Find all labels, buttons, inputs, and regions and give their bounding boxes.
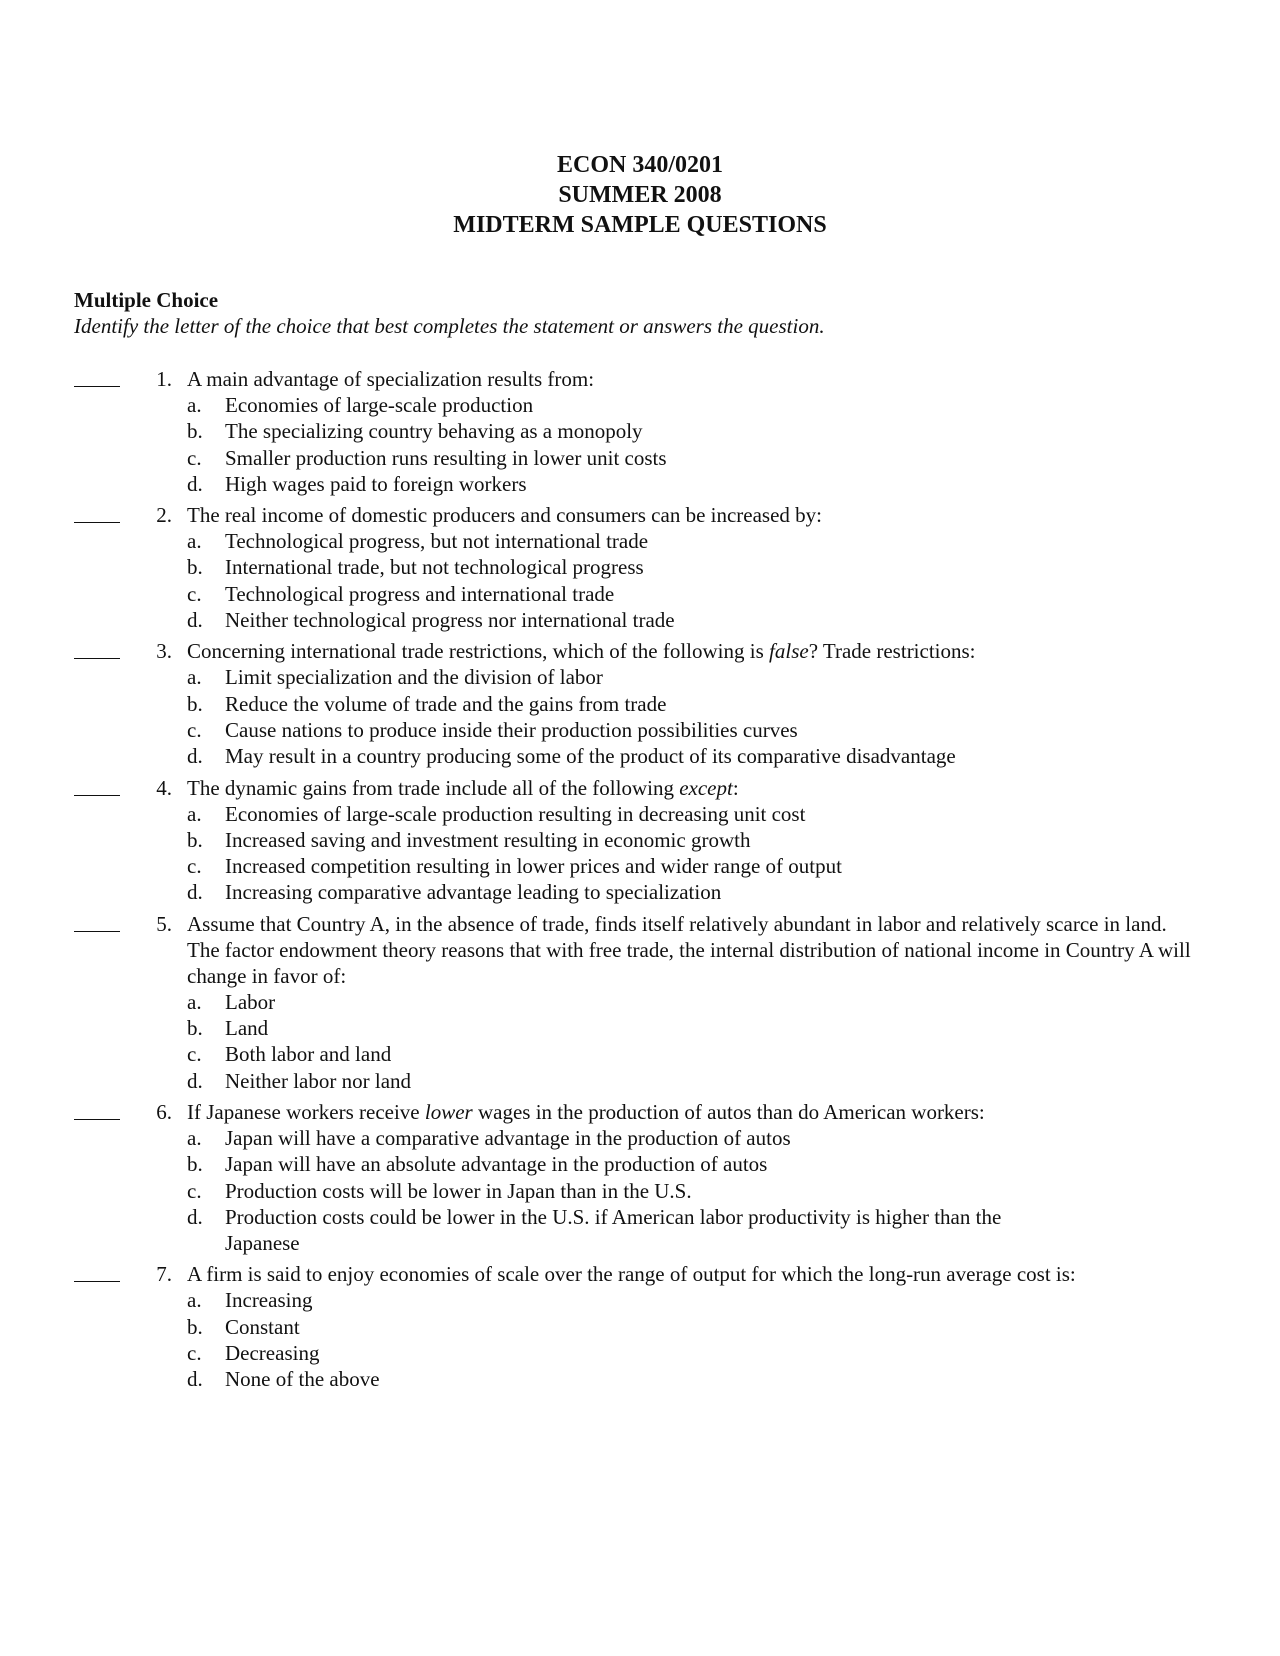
choice-text: Japan will have an absolute advantage in the production of autos: [225, 1152, 768, 1177]
choice-list: [0, 801, 1280, 906]
choice-text: Decreasing: [225, 1341, 320, 1366]
question-text-before: If Japanese workers receive: [187, 1099, 425, 1124]
choice-letter: c.: [187, 717, 202, 742]
choice-item: [0, 1068, 1280, 1094]
question-text-before: The dynamic gains from trade include all of the following: [187, 775, 680, 800]
choice-letter: a.: [187, 529, 202, 554]
choice-text: The specializing country behaving as a monopoly: [225, 419, 643, 444]
choice-text: Technological progress, but not international trade: [225, 529, 649, 554]
choice-list: [0, 1287, 1280, 1392]
choice-text: Economies of large-scale production resulting in decreasing unit cost: [225, 801, 806, 826]
choice-item: [0, 1041, 1280, 1067]
choice-letter: b.: [187, 1152, 203, 1177]
answer-blank-2[interactable]: [74, 502, 120, 523]
choice-letter: a.: [187, 1125, 202, 1150]
choice-letter: b.: [187, 827, 203, 852]
question-7: [0, 1261, 1280, 1392]
question-text-after: ? Trade restrictions:: [808, 639, 976, 664]
choice-text: Production costs will be lower in Japan than in the U.S.: [225, 1178, 692, 1203]
choice-list: [0, 1125, 1280, 1256]
choice-letter: a.: [187, 1288, 202, 1313]
question-4: [0, 775, 1280, 906]
question-6: [0, 1099, 1280, 1256]
choice-text: None of the above: [225, 1367, 380, 1392]
choice-item: [0, 607, 1280, 633]
question-number: 7.: [156, 1262, 172, 1287]
choice-item: [0, 471, 1280, 497]
choice-item: [0, 554, 1280, 580]
question-number: 4.: [156, 775, 172, 800]
choice-text: Increased competition resulting in lower prices and wider range of output: [225, 854, 842, 879]
choice-letter: c.: [187, 1178, 202, 1203]
choice-item: [0, 853, 1280, 879]
term: SUMMER 2008: [558, 182, 722, 208]
exam-header: [0, 150, 1280, 240]
answer-blank-3[interactable]: [74, 638, 120, 659]
answer-blank-6[interactable]: [74, 1099, 120, 1120]
choice-text: Neither labor nor land: [225, 1068, 412, 1093]
choice-item: [0, 528, 1280, 554]
choice-item: [0, 1178, 1280, 1204]
choice-text: May result in a country producing some of the product of its comparative disadvantage: [225, 744, 956, 769]
choice-list: [0, 664, 1280, 769]
choice-text: Increasing comparative advantage leading to specialization: [225, 880, 722, 905]
choice-letter: d.: [187, 1204, 203, 1229]
choice-item: [0, 801, 1280, 827]
section-title: Multiple Choice: [74, 288, 219, 312]
question-text-after: :: [732, 775, 739, 800]
question-3: [0, 638, 1280, 769]
choice-letter: c.: [187, 1042, 202, 1067]
question-text-emphasis: except: [679, 775, 733, 800]
choice-text: Labor: [225, 989, 276, 1014]
choice-text: Technological progress and international trade: [225, 581, 615, 606]
choice-text: Production costs could be lower in the U.S. if American labor productivity is higher than the Japanese: [225, 1204, 1002, 1256]
choice-item: [0, 827, 1280, 853]
choice-letter: a.: [187, 393, 202, 417]
choice-letter: b.: [187, 555, 203, 580]
question-list: [0, 366, 1280, 1398]
choice-letter: c.: [187, 1341, 202, 1366]
choice-item: [0, 691, 1280, 717]
choice-text: International trade, but not technological progress: [225, 555, 644, 580]
answer-blank-4[interactable]: [74, 775, 120, 796]
choice-list: [0, 989, 1280, 1094]
question-2: [0, 502, 1280, 633]
choice-item: [0, 1366, 1280, 1392]
choice-item: [0, 1125, 1280, 1151]
choice-item: [0, 1204, 1280, 1257]
choice-letter: d.: [187, 880, 203, 905]
course-code: ECON 340/0201: [556, 152, 723, 178]
choice-item: [0, 392, 1280, 418]
choice-item: [0, 879, 1280, 905]
choice-item: [0, 717, 1280, 743]
answer-blank-5[interactable]: [74, 911, 120, 932]
choice-text: Land: [225, 1016, 269, 1041]
choice-letter: a.: [187, 665, 202, 690]
question-text: Assume that Country A, in the absence of trade, finds itself relatively abundant in labor and relatively scarce in land. The factor endowment theory reasons that with free trade, the internal distribution of national income in Country A will change in favor of:: [187, 911, 1191, 988]
choice-letter: c.: [187, 854, 202, 879]
choice-item: [0, 581, 1280, 607]
choice-item: [0, 1015, 1280, 1041]
question-number: 6.: [156, 1099, 172, 1124]
choice-letter: d.: [187, 608, 203, 633]
choice-text: Neither technological progress nor international trade: [225, 608, 675, 633]
choice-text: Cause nations to produce inside their production possibilities curves: [225, 717, 798, 742]
choice-letter: a.: [187, 801, 202, 826]
question-number: 2.: [156, 503, 172, 528]
choice-item: [0, 1287, 1280, 1313]
choice-letter: b.: [187, 1314, 203, 1339]
choice-item: [0, 1314, 1280, 1340]
choice-list: [0, 528, 1280, 633]
choice-letter: c.: [187, 445, 202, 470]
choice-text: High wages paid to foreign workers: [225, 471, 527, 496]
choice-text: Both labor and land: [225, 1042, 392, 1067]
choice-item: [0, 1151, 1280, 1177]
question-text: A firm is said to enjoy economies of scale over the range of output for which the long-run average cost is:: [187, 1262, 1076, 1287]
exam-title: MIDTERM SAMPLE QUESTIONS: [453, 212, 827, 238]
question-1: [0, 366, 1280, 497]
question-5: [0, 911, 1280, 1094]
choice-text: Increasing: [225, 1288, 313, 1313]
choice-text: Reduce the volume of trade and the gains from trade: [225, 691, 667, 716]
choice-letter: d.: [187, 744, 203, 769]
choice-letter: a.: [187, 989, 202, 1014]
question-text-emphasis: false: [769, 639, 809, 664]
question-text-emphasis: lower: [424, 1099, 473, 1124]
answer-blank-7[interactable]: [74, 1261, 120, 1282]
choice-text: Japan will have a comparative advantage in the production of autos: [225, 1125, 791, 1150]
choice-item: [0, 418, 1280, 444]
choice-text: Constant: [225, 1314, 300, 1339]
choice-letter: d.: [187, 1367, 203, 1392]
choice-list: [0, 392, 1280, 497]
choice-item: [0, 1340, 1280, 1366]
choice-letter: d.: [187, 471, 203, 496]
question-number: 5.: [156, 911, 172, 936]
question-text-after: wages in the production of autos than do American workers:: [472, 1099, 985, 1124]
question-number: 1.: [156, 367, 172, 391]
answer-blank-1[interactable]: [74, 366, 120, 387]
choice-item: [0, 664, 1280, 690]
question-text: The real income of domestic producers and consumers can be increased by:: [187, 503, 823, 528]
choice-text: Limit specialization and the division of labor: [225, 665, 603, 690]
choice-text: Economies of large-scale production: [225, 393, 534, 417]
choice-letter: b.: [187, 691, 203, 716]
question-text: A main advantage of specialization results from:: [187, 367, 595, 391]
choice-text: Smaller production runs resulting in lower unit costs: [225, 445, 667, 470]
choice-item: [0, 445, 1280, 471]
choice-item: [0, 743, 1280, 769]
question-number: 3.: [156, 639, 172, 664]
choice-letter: d.: [187, 1068, 203, 1093]
choice-item: [0, 989, 1280, 1015]
choice-letter: b.: [187, 1016, 203, 1041]
question-text-before: Concerning international trade restrictions, which of the following is: [187, 639, 770, 664]
choice-text: Increased saving and investment resulting in economic growth: [225, 827, 751, 852]
choice-letter: c.: [187, 581, 202, 606]
choice-letter: b.: [187, 419, 203, 444]
section-instructions: Identify the letter of the choice that best completes the statement or answers the question.: [74, 314, 825, 338]
